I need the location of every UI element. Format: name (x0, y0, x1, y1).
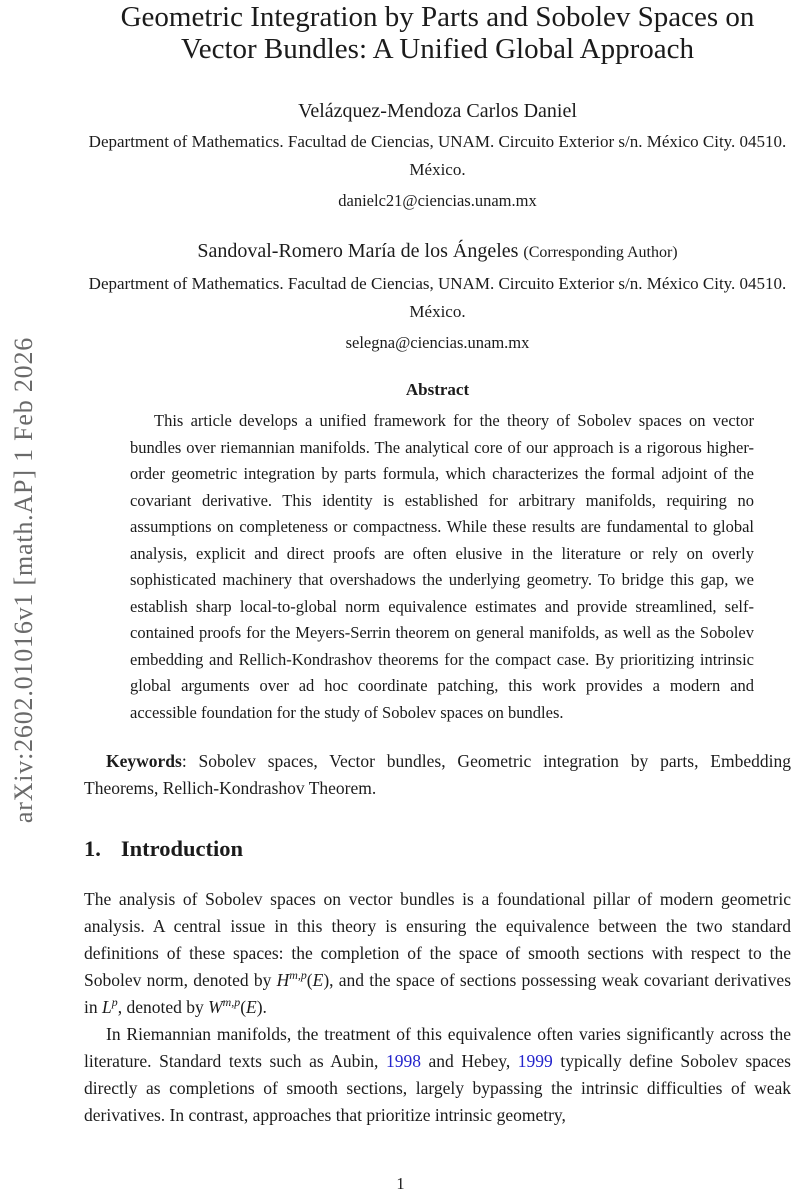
text-run: , denoted by (117, 997, 209, 1017)
paper-content (84, 0, 791, 1129)
abstract-heading: Abstract (405, 380, 470, 399)
abstract-text: This article develops a unified framework for the theory of Sobolev spaces on vector bundles over riemannian manifolds. The analytical core of our approach is a rigorous higher-order geometric integration by parts formula, which characterizes the formal adjoint of the covariant derivative. This identity is established for arbitrary manifolds, requiring no assumptions on completeness or compactness. While these results are fundamental to global analysis, explicit and direct proofs are often elusive in the literature or rely on overly sophisticated machinery that overshadows the underlying geometry. To bridge this gap, we establish sharp local-to-global norm equivalence estimates and provide streamlined, self-contained proofs for the Meyers-Serrin theorem on general manifolds, as well as the Sobolev embedding and Rellich-Kondrashov theorems for the compact case. By prioritizing intrinsic global arguments over ad hoc coordinate patching, this work provides a modern and accessible foundation for the study of Sobolev spaces on bundles. (130, 411, 754, 722)
intro-paragraph-1 (84, 886, 791, 1021)
author-email: selegna@ciencias.unam.mx (345, 333, 530, 352)
author-name-text: Sandoval-Romero María de los Ángeles (197, 240, 519, 262)
section-number: 1. (84, 836, 101, 861)
page-number: 1 (396, 1174, 405, 1193)
text-run: E (312, 970, 324, 990)
text-run: and Hebey, (420, 1051, 518, 1071)
text-run: typically define Sobolev spaces directly as completions of smooth sections, largely bypassing the intrinsic difficulties of weak derivatives. In contrast, approaches that prioritize intrinsic geometry, (84, 1051, 791, 1125)
author-affiliation: Department of Mathematics. Facultad de Ciencias, UNAM. Circuito Exterior s/n. México City. 04510. México. (88, 132, 787, 179)
text-run: : Sobolev spaces, Vector bundles, Geometric integration by parts, Embedding Theorems, Rellich-Kondrashov Theorem. (84, 751, 791, 798)
keywords-line (84, 748, 791, 802)
section-title: Introduction (120, 836, 243, 861)
text-run: E (246, 997, 257, 1017)
corresponding-author-note: (Corresponding Author) (523, 244, 678, 261)
author-block-1 (84, 99, 791, 211)
section-heading (84, 835, 791, 863)
text-run: L (102, 997, 112, 1017)
text-run: Keywords (106, 751, 182, 771)
text-run: W (208, 997, 223, 1017)
author-email: danielc21@ciencias.unam.mx (338, 191, 537, 210)
text-run: ( (306, 970, 313, 990)
text-run: ( (240, 997, 247, 1017)
arxiv-stamp: arXiv:2602.01016v1 [math.AP] 1 Feb 2026 (9, 336, 38, 824)
author-name (84, 99, 791, 123)
author-block-2 (84, 239, 791, 353)
author-name (84, 239, 791, 265)
text-run: H (276, 970, 290, 990)
text-run: p (111, 995, 118, 1010)
author-name-text: Velázquez-Mendoza Carlos Daniel (298, 100, 577, 122)
text-run: In Riemannian manifolds, the treatment of this equivalence often varies significantly across the literature. Standard texts such as Aubin, (84, 1024, 791, 1071)
text-run: ). (256, 997, 267, 1017)
citation-link[interactable]: 1999 (517, 1051, 553, 1071)
text-run: The analysis of Sobolev spaces on vector bundles is a foundational pillar of modern geometric analysis. A central issue in this theory is ensuring the equivalence between the two standard definitions of these spaces: the completion of the space of smooth sections with respect to the Sobolev norm, denoted by (84, 889, 791, 990)
paper-title: Geometric Integration by Parts and Sobolev Spaces on Vector Bundles: A Unified Global Approach (120, 1, 755, 65)
author-affiliation: Department of Mathematics. Facultad de Ciencias, UNAM. Circuito Exterior s/n. México City. 04510. México. (88, 274, 787, 321)
text-run: m,p (289, 968, 307, 983)
text-run: m,p (222, 995, 241, 1010)
intro-paragraph-2 (84, 1021, 791, 1129)
citation-link[interactable]: 1998 (385, 1051, 421, 1071)
text-run: ), and the space of sections possessing weak covariant derivatives in (84, 970, 792, 1017)
introduction-body (84, 886, 791, 1129)
